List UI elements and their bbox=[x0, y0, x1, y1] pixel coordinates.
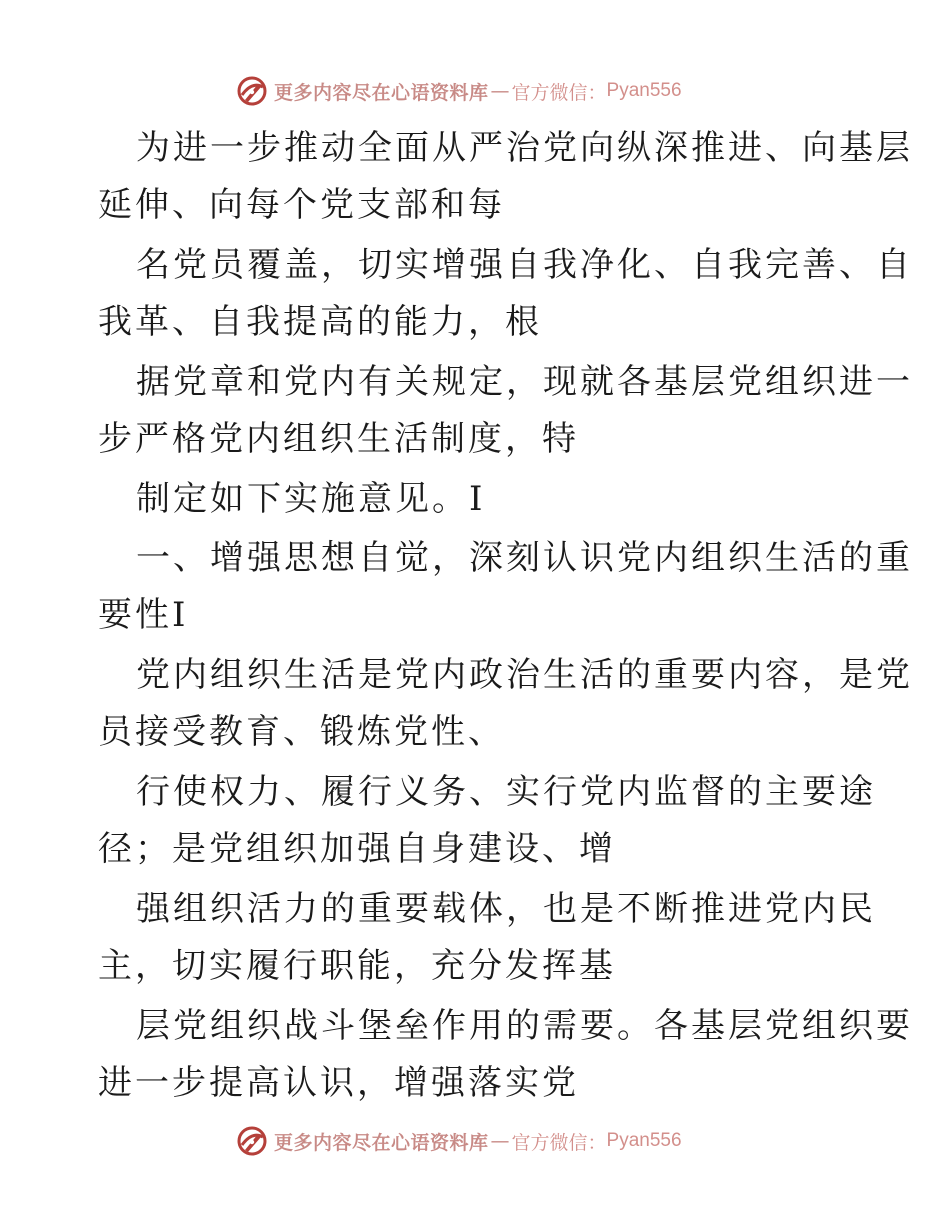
watermark-separator: — bbox=[490, 1130, 510, 1152]
watermark-main-text: 更多内容尽在心语资料库 bbox=[274, 1131, 489, 1154]
paragraph-line: 员接受教育、锻炼党性、 bbox=[98, 712, 505, 752]
paragraph-line: 行使权力、履行义务、实行党内监督的主要途 bbox=[136, 772, 876, 812]
section-heading-line: 一、增强思想自觉，深刻认识党内组织生活的重 bbox=[136, 538, 913, 578]
watermark-id: Pyan556 bbox=[606, 1130, 682, 1151]
paragraph-line: 步严格党内组织生活制度，特 bbox=[98, 419, 579, 459]
paragraph-line: 层党组织战斗堡垒作用的需要。各基层党组织要 bbox=[136, 1006, 913, 1046]
watermark-label: 官方微信： bbox=[511, 81, 607, 104]
header-watermark bbox=[0, 70, 950, 110]
paragraph-line: 延伸、向每个党支部和每 bbox=[98, 185, 505, 225]
brand-logo-icon bbox=[236, 75, 268, 107]
watermark-main-text: 更多内容尽在心语资料库 bbox=[274, 81, 489, 104]
section-heading-line: 要性I bbox=[98, 595, 189, 635]
brand-logo-icon bbox=[236, 1125, 268, 1157]
footer-watermark bbox=[0, 1120, 950, 1160]
paragraph-line: 进一步提高认识，增强落实党 bbox=[98, 1063, 579, 1103]
paragraph-line: 强组织活力的重要载体，也是不断推进党内民 bbox=[136, 889, 876, 929]
paragraph-line: 径；是党组织加强自身建设、增 bbox=[98, 829, 616, 869]
paragraph-line: 为进一步推动全面从严治党向纵深推进、向基层 bbox=[136, 128, 913, 168]
paragraph-line: 制定如下实施意见。I bbox=[136, 479, 486, 519]
paragraph-line: 据党章和党内有关规定，现就各基层党组织进一 bbox=[136, 362, 913, 402]
paragraph-line: 党内组织生活是党内政治生活的重要内容，是党 bbox=[136, 655, 913, 695]
paragraph-line: 主，切实履行职能，充分发挥基 bbox=[98, 946, 616, 986]
watermark-id: Pyan556 bbox=[606, 80, 682, 101]
paragraph-line: 名党员覆盖，切实增强自我净化、自我完善、自 bbox=[136, 245, 913, 285]
watermark-label: 官方微信： bbox=[511, 1131, 607, 1154]
watermark-separator: — bbox=[490, 80, 510, 102]
paragraph-line: 我革、自我提高的能力，根 bbox=[98, 302, 542, 342]
